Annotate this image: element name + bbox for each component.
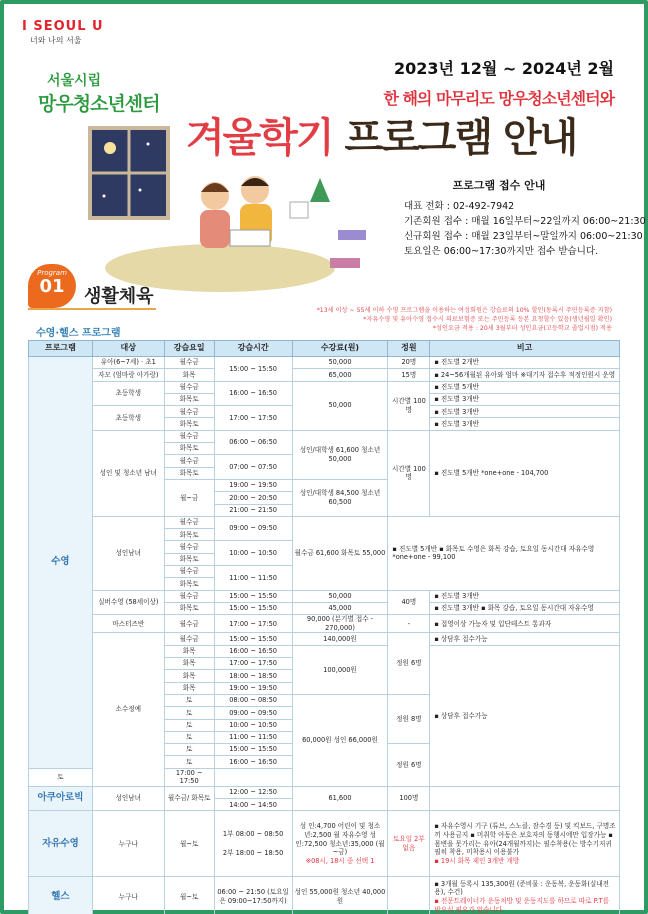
cell: 누구나 bbox=[92, 877, 164, 914]
cell: 19:00 ~ 19:50 bbox=[214, 479, 292, 491]
cell: ▪ 상담후 접수가능 bbox=[430, 645, 620, 786]
cell: 50,000 bbox=[292, 381, 388, 430]
cell bbox=[388, 877, 430, 914]
cell: 월수금 61,600 화목토 55,000 bbox=[292, 516, 388, 590]
cell: 정원 6명 bbox=[388, 633, 430, 694]
cell: 월수금 bbox=[164, 566, 214, 578]
org-name: 망우청소년센터 bbox=[38, 93, 160, 115]
cell: ▪ 접영이상 가능자 및 입단테스트 통과자 bbox=[430, 615, 620, 633]
cell: ▪ 진도별 5개반 *one+one - 104,700 bbox=[430, 430, 620, 516]
info-new: 신규회원 접수 : 매월 23일부터~말일까지 06:00~21:30 bbox=[404, 231, 643, 242]
info-existing: 기존회원 접수 : 매월 16일부터~22일까지 06:00~21:30 bbox=[404, 216, 646, 227]
cell: 15:00 ~ 15:50 bbox=[214, 744, 292, 756]
cell: 토 bbox=[164, 707, 214, 719]
free-swim-session-1: 1부 08:00 ~ 08:50 bbox=[222, 830, 284, 839]
note-line: *자유수영 및 유아수영 접수시 의료보험증 또는 주민등록 등본 요청할수 있음(생년월일 확인) bbox=[363, 316, 612, 323]
table-row bbox=[29, 516, 620, 528]
cell: 12:00 ~ 12:50 bbox=[214, 786, 292, 798]
cell: 월수금 bbox=[164, 590, 214, 602]
cell: 16:00 ~ 16:50 bbox=[214, 756, 292, 768]
cell: 100,000원 bbox=[292, 645, 388, 694]
cell: 시간별 100명 bbox=[388, 381, 430, 430]
cell: 화목토 bbox=[164, 393, 214, 405]
free-swim-note-red: ▪ 19시 화목 제인 3개반 개방 bbox=[434, 856, 520, 865]
cell: 월수금/ 화목토 bbox=[164, 786, 214, 811]
cell: 06:00 ~ 06:50 bbox=[214, 430, 292, 455]
cell: ▪ 진도별 5개반 bbox=[430, 381, 620, 393]
program-table bbox=[28, 340, 620, 914]
cell: 17:00 ~ 17:50 bbox=[164, 768, 214, 786]
program-underline bbox=[28, 308, 156, 310]
category-aquarobic: 아쿠아로빅 bbox=[29, 786, 93, 811]
cell: 09:00 ~ 09:50 bbox=[214, 516, 292, 541]
cell: ▪ 상담후 접수가능 bbox=[430, 633, 620, 645]
cell: 21:00 ~ 21:50 bbox=[214, 504, 292, 516]
cell: 화목 bbox=[164, 369, 214, 381]
table-row bbox=[29, 633, 620, 645]
cell: 06:00 ~ 21:50 (토요일은 09:00~17:50까지) bbox=[214, 877, 292, 914]
cell: 60,000원 성인 66,000원 bbox=[292, 694, 388, 786]
cell: 토 bbox=[164, 744, 214, 756]
cell: ▪ 진도별 3개반 bbox=[430, 393, 620, 405]
cell: 화목 bbox=[164, 682, 214, 694]
cell: 월~토 bbox=[164, 811, 214, 877]
cell: 17:00 ~ 17:50 bbox=[214, 406, 292, 431]
cell: ▪ 24~56개월된 유아와 엄마 ※대기자 접수후 적정인원시 운영 bbox=[430, 369, 620, 381]
cell: 시간별 100명 bbox=[388, 430, 430, 516]
cell bbox=[292, 811, 388, 877]
registration-info bbox=[404, 178, 646, 259]
table-row bbox=[29, 590, 620, 602]
cell: 07:00 ~ 07:50 bbox=[214, 455, 292, 480]
cell: 화목토 bbox=[164, 578, 214, 590]
cell bbox=[430, 786, 620, 811]
note-line: *13세 이상 ~ 55세 이하 수영 프로그램을 이용하는 여성회원은 강습료의 10% 할인(동록시 주민등록증 지참) bbox=[316, 307, 612, 314]
cell: 50,000 bbox=[292, 590, 388, 602]
cell: 월수금 bbox=[164, 357, 214, 369]
cell: 월수금 bbox=[164, 541, 214, 553]
cell: 성인/대학생 61,600 청소년 50,000 bbox=[292, 430, 388, 479]
col-capacity: 정원 bbox=[388, 341, 430, 357]
cell: 90,000 (분기별 접수 - 270,000) bbox=[292, 615, 388, 633]
category-free-swim: 자유수영 bbox=[29, 811, 93, 877]
cell: 성인/대학생 84,500 청소년 60,500 bbox=[292, 479, 388, 516]
free-swim-fee-note: ※08시, 18시 중 선택 1 bbox=[305, 856, 375, 865]
cell: 15:00 ~ 15:50 bbox=[214, 602, 292, 614]
cell: 누구나 bbox=[92, 811, 164, 877]
cell: 화목 bbox=[164, 658, 214, 670]
cell: 월~토 bbox=[164, 877, 214, 914]
cell: 11:00 ~ 11:50 bbox=[214, 566, 292, 591]
cell: 45,000 bbox=[292, 602, 388, 614]
cell bbox=[430, 877, 620, 914]
cell: 20:00 ~ 20:50 bbox=[214, 492, 292, 504]
table-header bbox=[29, 341, 620, 357]
col-target: 대상 bbox=[92, 341, 164, 357]
cell: 성인남녀 bbox=[92, 786, 164, 811]
cell: 토 bbox=[164, 694, 214, 706]
cell: 실버수영 (58세이상) bbox=[92, 590, 164, 615]
title-part-a: 겨울학기 bbox=[186, 114, 333, 161]
free-swim-fee: 성 인:4,700 어린이 및 청소년:2,500 월 자유수영 성인:72,500 청소년:35,000 (월~금) bbox=[295, 822, 385, 857]
cell: 월~금 bbox=[164, 479, 214, 516]
cell: 토 bbox=[29, 768, 93, 786]
cell: 17:00 ~ 17:50 bbox=[214, 615, 292, 633]
cell: 소수정예 bbox=[92, 633, 164, 786]
badge-label: Program bbox=[37, 269, 67, 277]
cell: 정원 8명 bbox=[388, 694, 430, 743]
cell: 17:00 ~ 17:50 bbox=[214, 658, 292, 670]
cell bbox=[430, 811, 620, 877]
cell: 성인 및 청소년 남녀 bbox=[92, 430, 164, 516]
note-line: *성인요금 적용 : 20세 3월부터 성인요금(고등학교 졸업시점) 적용 bbox=[432, 325, 612, 332]
cell: 화목토 bbox=[164, 467, 214, 479]
cell: ▪ 진도별 2개반 bbox=[430, 357, 620, 369]
period: 2023년 12월 ~ 2024년 2월 bbox=[394, 59, 614, 78]
gym-note-red: ▪ 전문트레이너가 운동처방 및 운동지도를 하므로 따로 P.T를 받으실 필요가 없습니다. bbox=[434, 896, 610, 914]
logo-slogan: 너와 나의 서울 bbox=[30, 36, 82, 45]
cell: 15:00 ~ 15:50 bbox=[214, 357, 292, 382]
cell: 화목토 bbox=[164, 443, 214, 455]
cell: 09:00 ~ 09:50 bbox=[214, 707, 292, 719]
notes bbox=[317, 306, 612, 333]
category-swim: 수영 bbox=[29, 357, 93, 769]
info-phone: 대표 전화 : 02-492-7942 bbox=[404, 201, 515, 212]
table-row bbox=[29, 877, 620, 914]
cell: - bbox=[388, 615, 430, 633]
cell: 월수금 bbox=[164, 430, 214, 442]
cell: 19:00 ~ 19:50 bbox=[214, 682, 292, 694]
cell: 월수금 bbox=[164, 455, 214, 467]
cell: 140,000원 bbox=[292, 633, 388, 645]
table-row bbox=[29, 811, 620, 877]
cell: 65,000 bbox=[292, 369, 388, 381]
cell: 15:00 ~ 15:50 bbox=[214, 633, 292, 645]
cell: 초등학생 bbox=[92, 406, 164, 431]
cell: 화목토 bbox=[164, 553, 214, 565]
info-saturday: 토요일은 06:00~17:30까지만 접수 받습니다. bbox=[404, 246, 599, 257]
title-part-b: 프로그램 안내 bbox=[332, 114, 577, 161]
cell: 자모 (엄마랑 아가랑) bbox=[92, 369, 164, 381]
cell: 11:00 ~ 11:50 bbox=[214, 731, 292, 743]
cell: ▪ 진도별 3개반 ▪ 화목 강습, 토요일 동시간대 자유수영 bbox=[430, 602, 620, 614]
table-row bbox=[29, 369, 620, 381]
table-row bbox=[29, 357, 620, 369]
cell: 18:00 ~ 18:50 bbox=[214, 670, 292, 682]
cell: ▪ 진도별 5개반 ▪ 화목토 수영은 화목 강습, 토요일 동시간대 자유수영 *one+one - 99,100 bbox=[388, 516, 620, 590]
cell: 마스터즈반 bbox=[92, 615, 164, 633]
col-days: 강습요일 bbox=[164, 341, 214, 357]
cell: 16:00 ~ 16:50 bbox=[214, 645, 292, 657]
col-time: 강습시간 bbox=[214, 341, 292, 357]
cell: 20명 bbox=[388, 357, 430, 369]
cell: 10:00 ~ 10:50 bbox=[214, 719, 292, 731]
cell: 08:00 ~ 08:50 bbox=[214, 694, 292, 706]
cell: 화목 bbox=[164, 670, 214, 682]
cell: ▪ 진도별 3개반 bbox=[430, 406, 620, 418]
cell: 15명 bbox=[388, 369, 430, 381]
cell: 14:00 ~ 14:50 bbox=[214, 799, 292, 811]
main-title bbox=[186, 106, 576, 163]
cell: 월수금 bbox=[164, 516, 214, 528]
program-name: 생활체육 bbox=[84, 286, 154, 307]
program-badge bbox=[28, 264, 76, 308]
cell: 16:00 ~ 16:50 bbox=[214, 381, 292, 406]
cell: 40명 bbox=[388, 590, 430, 615]
cell: 100명 bbox=[388, 786, 430, 811]
category-gym: 헬스 bbox=[29, 877, 93, 914]
seoul-logo bbox=[22, 20, 104, 45]
cell: 화목토 bbox=[164, 418, 214, 430]
org-line1: 서울시립 bbox=[47, 73, 102, 89]
col-program: 프로그램 bbox=[29, 341, 93, 357]
cell: 화목토 bbox=[164, 529, 214, 541]
cell: 토 bbox=[164, 756, 214, 768]
free-swim-session-2: 2부 18:00 ~ 18:50 bbox=[222, 848, 284, 857]
cell: ▪ 진도별 3개반 bbox=[430, 418, 620, 430]
cell: ▪ 진도별 3개반 bbox=[430, 590, 620, 602]
cell: 월수금 bbox=[164, 381, 214, 393]
cell: 월수금 bbox=[164, 615, 214, 633]
cell: 50,000 bbox=[292, 357, 388, 369]
subtitle: 한 해의 마무리도 망우청소년센터와 bbox=[383, 89, 614, 108]
cell: 성인 55,000원 청소년 40,000원 bbox=[292, 877, 388, 914]
badge-number: 01 bbox=[39, 276, 65, 297]
info-heading: 프로그램 접수 안내 bbox=[452, 179, 546, 192]
table-row bbox=[29, 615, 620, 633]
cell: 초등학생 bbox=[92, 381, 164, 406]
free-swim-note: ▪ 자유수영시 기구 (튜브, 스노클, 잠수경 등) 및 킥보드, 구명조끼 사용금지 ▪ 미취학 아동은 보호자의 동행시에만 입장가능 ▪ 몸변을 못가리는 유아(24개월까지)는 필수착용(는 방수기저귀 필히 착용, 미착용시 이용불가 bbox=[434, 822, 616, 857]
gym-note: ▪ 3개월 등록시 135,300원 (준비물 : 운동복, 운동화(실내전용), 수건) bbox=[434, 879, 610, 897]
col-notes: 비고 bbox=[430, 341, 620, 357]
table-row bbox=[29, 381, 620, 393]
cell: 15:00 ~ 15:50 bbox=[214, 590, 292, 602]
cell: 성인남녀 bbox=[92, 516, 164, 590]
cell: 토 bbox=[164, 719, 214, 731]
section-title: 수영·헬스 프로그램 bbox=[36, 328, 121, 339]
logo-text: I SEOUL U bbox=[22, 19, 104, 34]
cell: 월수금 bbox=[164, 406, 214, 418]
col-fee: 수강료(원) bbox=[292, 341, 388, 357]
cell: 화목 bbox=[164, 645, 214, 657]
cell: 토 bbox=[164, 731, 214, 743]
table-row bbox=[29, 786, 620, 798]
cell bbox=[214, 811, 292, 877]
cell: 토요일 2부없음 bbox=[388, 811, 430, 877]
cell: 정원 6명 bbox=[388, 744, 430, 787]
cell: 10:00 ~ 10:50 bbox=[214, 541, 292, 566]
table-row bbox=[29, 430, 620, 442]
cell: 61,600 bbox=[292, 786, 388, 811]
cell: 월수금 bbox=[164, 633, 214, 645]
cell: 화목토 bbox=[164, 602, 214, 614]
cell: 유아(6~7세) · 초1 bbox=[92, 357, 164, 369]
